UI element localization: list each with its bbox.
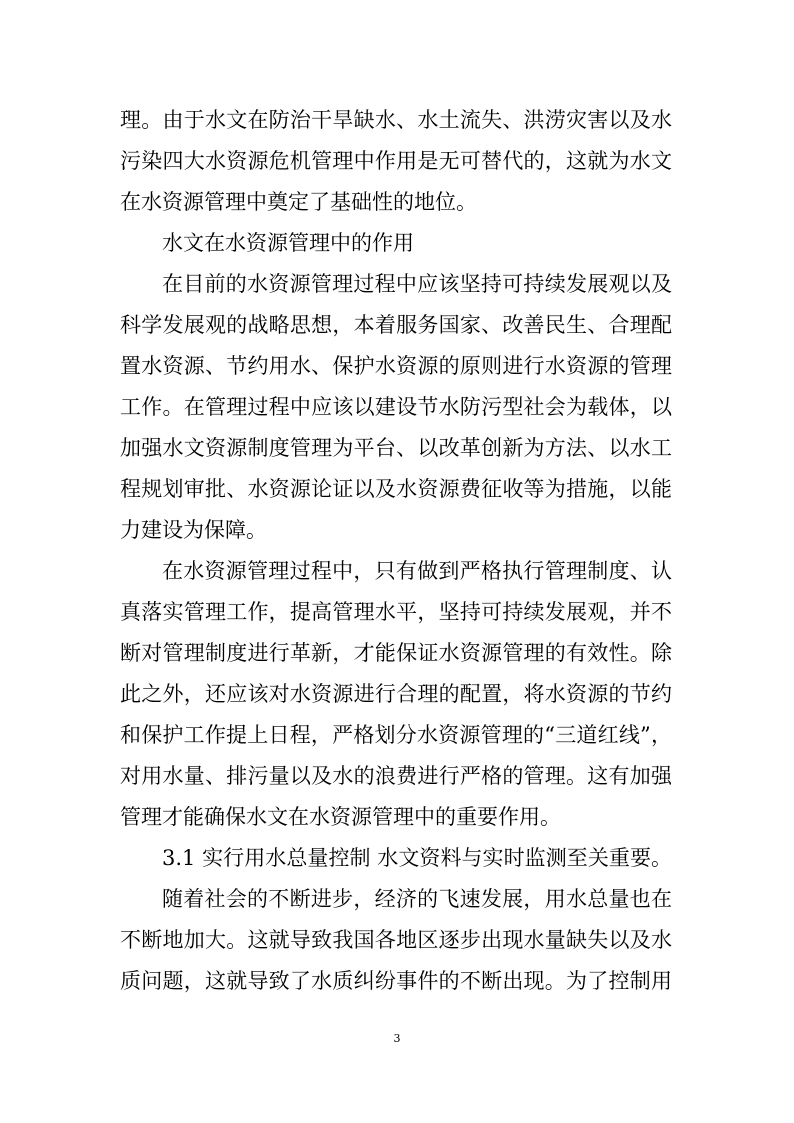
text-line: 污染四大水资源危机管理中作用是无可替代的，这就为水文 [120,149,672,173]
text-line: 随着社会的不断进步，经济的飞速发展，用水总量也在 [162,887,672,911]
text-line: 理。由于水文在防治干旱缺水、水土流失、洪涝灾害以及水 [120,108,672,132]
text-line: 对用水量、排污量以及水的浪费进行严格的管理。这有加强 [120,764,672,788]
text-line: 加强水文资源制度管理为平台、以改革创新为方法、以水工 [120,436,672,460]
text-line: 和保护工作提上日程，严格划分水资源管理的“三道红线”， [120,723,672,747]
body-text [120,100,672,1002]
text-line: 此之外，还应该对水资源进行合理的配置，将水资源的节约 [120,682,672,706]
text-line: 科学发展观的战略思想，本着服务国家、改善民生、合理配 [120,313,672,337]
text-line: 质问题，这就导致了水质纠纷事件的不断出现。为了控制用 [120,969,672,993]
text-line: 程规划审批、水资源论证以及水资源费征收等为措施，以能 [120,477,672,501]
text-line: 力建设为保障。 [120,518,267,542]
text-line: 管理才能确保水文在水资源管理中的重要作用。 [120,805,561,829]
text-line: 真落实管理工作，提高管理水平，坚持可持续发展观，并不 [120,600,672,624]
text-line: 工作。在管理过程中应该以建设节水防污型社会为载体，以 [120,395,672,419]
text-line: 断对管理制度进行革新，才能保证水资源管理的有效性。除 [120,641,672,665]
subsection-heading: 3.1 实行用水总量控制 水文资料与实时监测至关重要。 [162,846,672,870]
text-line: 在水资源管理中奠定了基础性的地位。 [120,190,477,214]
text-line: 置水资源、节约用水、保护水资源的原则进行水资源的管理 [120,354,672,378]
section-heading: 水文在水资源管理中的作用 [162,231,414,255]
text-line: 在水资源管理过程中，只有做到严格执行管理制度、认 [162,559,672,583]
text-line: 不断地加大。这就导致我国各地区逐步出现水量缺失以及水 [120,928,672,952]
page-number: 3 [393,1032,401,1045]
text-line: 在目前的水资源管理过程中应该坚持可持续发展观以及 [162,272,672,296]
